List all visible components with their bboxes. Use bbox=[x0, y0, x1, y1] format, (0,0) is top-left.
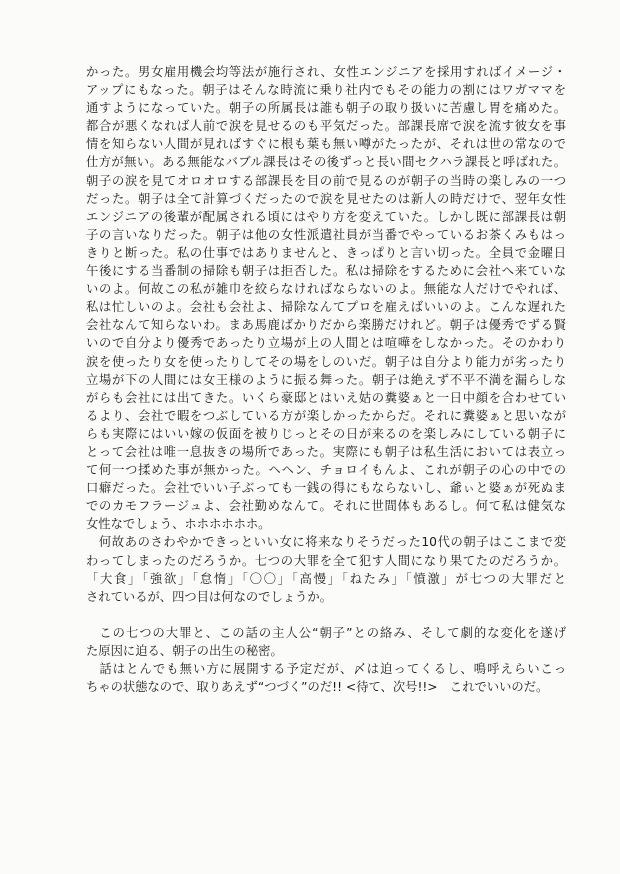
text-line: がらも会社には出てきた。いくら豪邸とはいえ姑の糞婆ぁと一日中顔を合わせてい bbox=[86, 390, 566, 405]
text-line: 情を知らない人間が見ればすぐに根も葉も無い噂がたったが、それは世の常なので bbox=[86, 137, 566, 152]
text-line: 午後にする当番制の掃除も朝子は拒否した。私は掃除をするために会社へ来ていな bbox=[86, 264, 566, 279]
text-line: 都合が悪くなれば人前で涙を見せるのも平気だった。部課長席で涙を流す彼女を事 bbox=[86, 119, 566, 134]
text-line: 通すようになっていた。朝子の所属長は誰も朝子の取り扱いに苦慮し胃を痛めた。 bbox=[86, 101, 566, 116]
text-line: るより、会社で暇をつぶしている方が楽しかったからだ。それに糞婆ぁと思いなが bbox=[86, 408, 566, 423]
text-line: この七つの大罪と、この話の主人公“朝子”との絡み、そして劇的な変化を遂げ bbox=[86, 625, 566, 640]
body-text bbox=[86, 63, 566, 696]
blank-line bbox=[86, 606, 566, 624]
text-line: でのカモフラージュよ、会社勤めなんて。それに世間体もあるし。何て私は健気な bbox=[86, 499, 566, 514]
text-line: きりと断った。私の仕事ではありませんと、きっぱりと言い切った。全員で金曜日 bbox=[86, 245, 566, 260]
text-line: 子の言いなりだった。朝子は他の女性派遣社員が当番でやっているお茶くみもはっ bbox=[86, 227, 566, 242]
text-line: 「大食」「強欲」「怠惰」「〇〇」「高慢」「ねたみ」「憤激」が七つの大罪だと bbox=[86, 571, 566, 586]
text-line: 口癖だった。会社でいい子ぶっても一銭の得にもならないし、爺ぃと婆ぁが死ぬま bbox=[86, 481, 566, 496]
text-line: 仕方が無い。ある無能なバブル課長はその後ずっと長い間セクハラ課長と呼ばれた。 bbox=[86, 155, 566, 170]
text-line: とって会社は唯一息抜きの場所であった。実際にも朝子は私生活においては表立っ bbox=[86, 444, 566, 459]
text-line: た原因に迫る、朝子の出生の秘密。 bbox=[86, 644, 283, 658]
text-line: 立場が下の人間には女王様のように振る舞った。朝子は絶えず不平不満を漏らしな bbox=[86, 372, 566, 387]
text-line: 話はとんでも無い方に展開する予定だが、〆は迫ってくるし、鳴呼えらいこっ bbox=[86, 662, 566, 677]
text-line: されているが、四つ目は何なのでしょうか。 bbox=[86, 589, 332, 604]
text-line: ちゃの状態なので、取りあえず“つづく”のだ!! <待て、次号!!> これでいいのだ。 bbox=[86, 680, 549, 695]
text-line: いのよ。何故この私が雑巾を絞らなければならないのよ。無能な人だけでやれば、 bbox=[86, 282, 566, 297]
text-line: 涙を使ったり女を使ったりしてその場をしのいだ。朝子は自分より能力が劣ったり bbox=[86, 354, 566, 369]
text-line: だった。朝子は全て計算づくだったので涙を見せたのは新人の時だけで、翌年女性 bbox=[86, 191, 566, 206]
text-line: アップにもなった。朝子はそんな時流に乗り社内でもその能力の割にはワガママを bbox=[86, 83, 566, 98]
text-line: 女性なでしょう、ホホホホホホ。 bbox=[86, 517, 271, 532]
text-line: 朝子の涙を見てオロオロする部課長を目の前で見るのが朝子の当時の楽しみの一つ bbox=[86, 173, 566, 188]
text-line: いので自分より優秀であったり立場が上の人間とは喧嘩をしなかった。そのかわり bbox=[86, 336, 566, 351]
text-line: わってしまったのだろうか。七つの大罪を全て犯す人間になり果てたのだろうか。 bbox=[86, 553, 566, 568]
text-line: らも実際にはいい嫁の仮面を被りじっとその日が来るのを楽しみにしている朝子に bbox=[86, 426, 566, 441]
text-line: 私は忙しいのよ。会社も会社よ、掃除なんてプロを雇えばいいのよ。こんな遅れた bbox=[86, 300, 566, 315]
text-line: 会社なんて知らないわ。まあ馬鹿ばかりだから楽勝だけれど。朝子は優秀でずる賢 bbox=[86, 318, 566, 333]
text-line: エンジニアの後輩が配属される頃にはやり方を変えていた。しかし既に部課長は朝 bbox=[86, 209, 566, 224]
text-line: かった。男女雇用機会均等法が施行され、女性エンジニアを採用すればイメージ・ bbox=[86, 65, 566, 79]
text-line: て何一つ揉めた事が無かった。ヘヘン、チョロイもんよ、これが朝子の心の中での bbox=[86, 463, 566, 478]
text-line: 何故あのさわやかできっといい女に将来なりそうだった10代の朝子はここまで変 bbox=[86, 535, 566, 550]
